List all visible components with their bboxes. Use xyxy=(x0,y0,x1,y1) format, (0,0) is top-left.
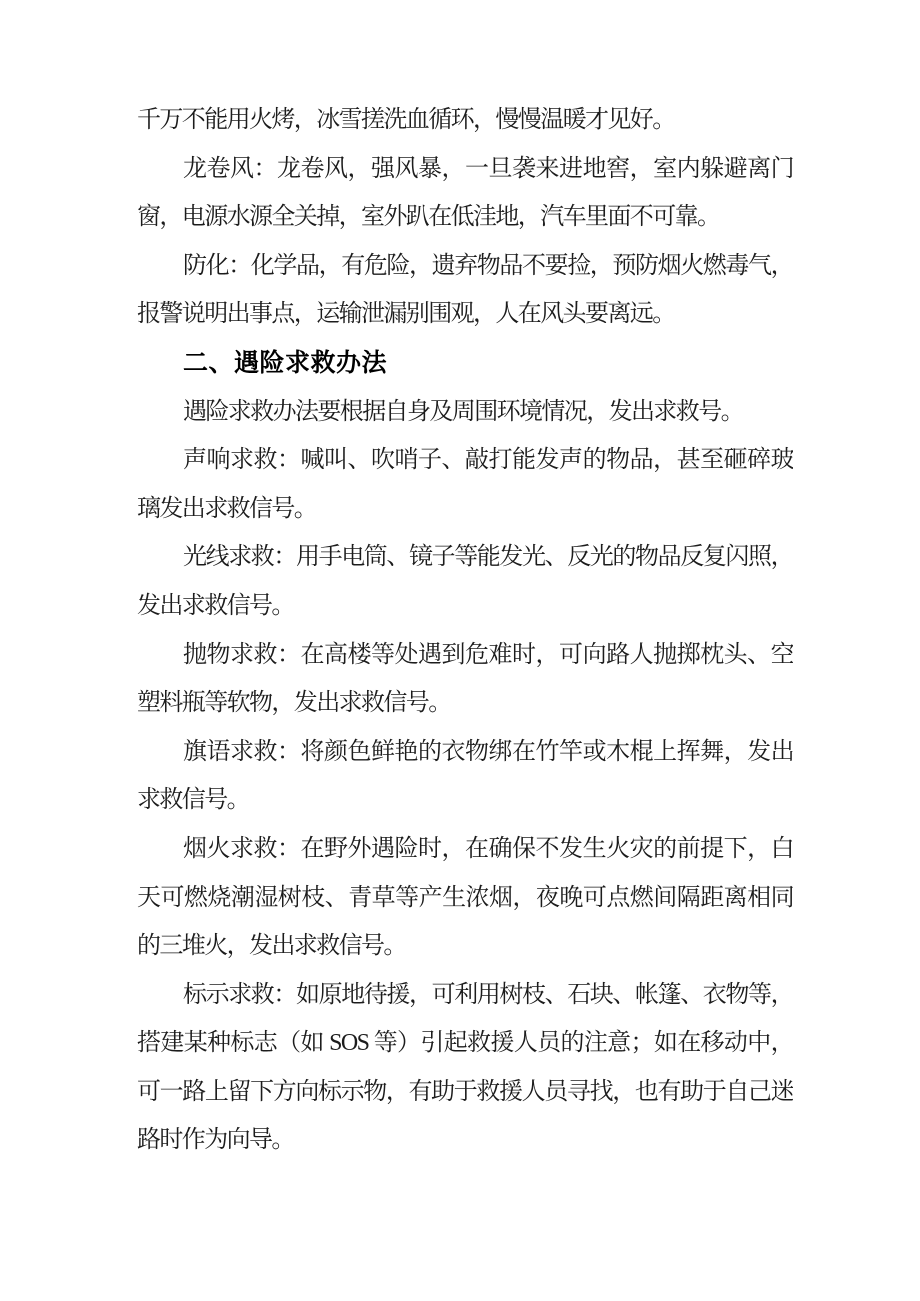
text-line: 千万不能用火烤，冰雪搓洗血循环，慢慢温暖才见好。 xyxy=(137,107,675,133)
document-text-block xyxy=(137,96,793,1165)
text-line: 报警说明出事点，运输泄漏别围观，人在风头要离远。 xyxy=(137,301,675,328)
text-line: 烟火求救：在野外遇险时，在确保不发生火灾的前提下，白 xyxy=(183,835,793,862)
text-line: 求救信号。 xyxy=(137,787,249,814)
text-line: 塑料瓶等软物，发出求救信号。 xyxy=(137,690,451,717)
section-heading: 二、遇险求救办法 xyxy=(183,348,388,377)
text-line: 遇险求救办法要根据自身及周围环境情况，发出求救号。 xyxy=(183,398,743,425)
text-line: 旗语求救：将颜色鲜艳的衣物绑在竹竿或木棍上挥舞，发出 xyxy=(183,738,793,765)
text-line: 光线求救：用手电筒、镜子等能发光、反光的物品反复闪照， xyxy=(183,544,793,571)
text-line: 声响求救：喊叫、吹哨子、敲打能发声的物品，甚至砸碎玻 xyxy=(183,447,793,474)
text-line: 防化：化学品，有危险，遗弃物品不要捡，预防烟火燃毒气， xyxy=(183,252,793,279)
text-line: 标示求救：如原地待援，可利用树枝、石块、帐篷、衣物等， xyxy=(183,981,793,1008)
text-line: 璃发出求救信号。 xyxy=(137,495,317,522)
text-line: 的三堆火，发出求救信号。 xyxy=(137,933,406,960)
text-line: 路时作为向导。 xyxy=(137,1127,294,1154)
text-line: 龙卷风：龙卷风，强风暴，一旦袭来进地窖，室内躲避离门 xyxy=(183,155,793,182)
text-line: 可一路上留下方向标示物，有助于救援人员寻找，也有助于自己迷 xyxy=(137,1078,793,1105)
text-line: 抛物求救：在高楼等处遇到危难时，可向路人抛掷枕头、空 xyxy=(183,641,793,668)
text-line: 发出求救信号。 xyxy=(137,592,294,619)
text-line: 天可燃烧潮湿树枝、青草等产生浓烟，夜晚可点燃间隔距离相同 xyxy=(137,884,793,911)
text-line: 窗，电源水源全关掉，室外趴在低洼地，汽车里面不可靠。 xyxy=(137,204,720,231)
text-line: 搭建某种标志（如 SOS 等）引起救援人员的注意；如在移动中， xyxy=(137,1030,793,1057)
